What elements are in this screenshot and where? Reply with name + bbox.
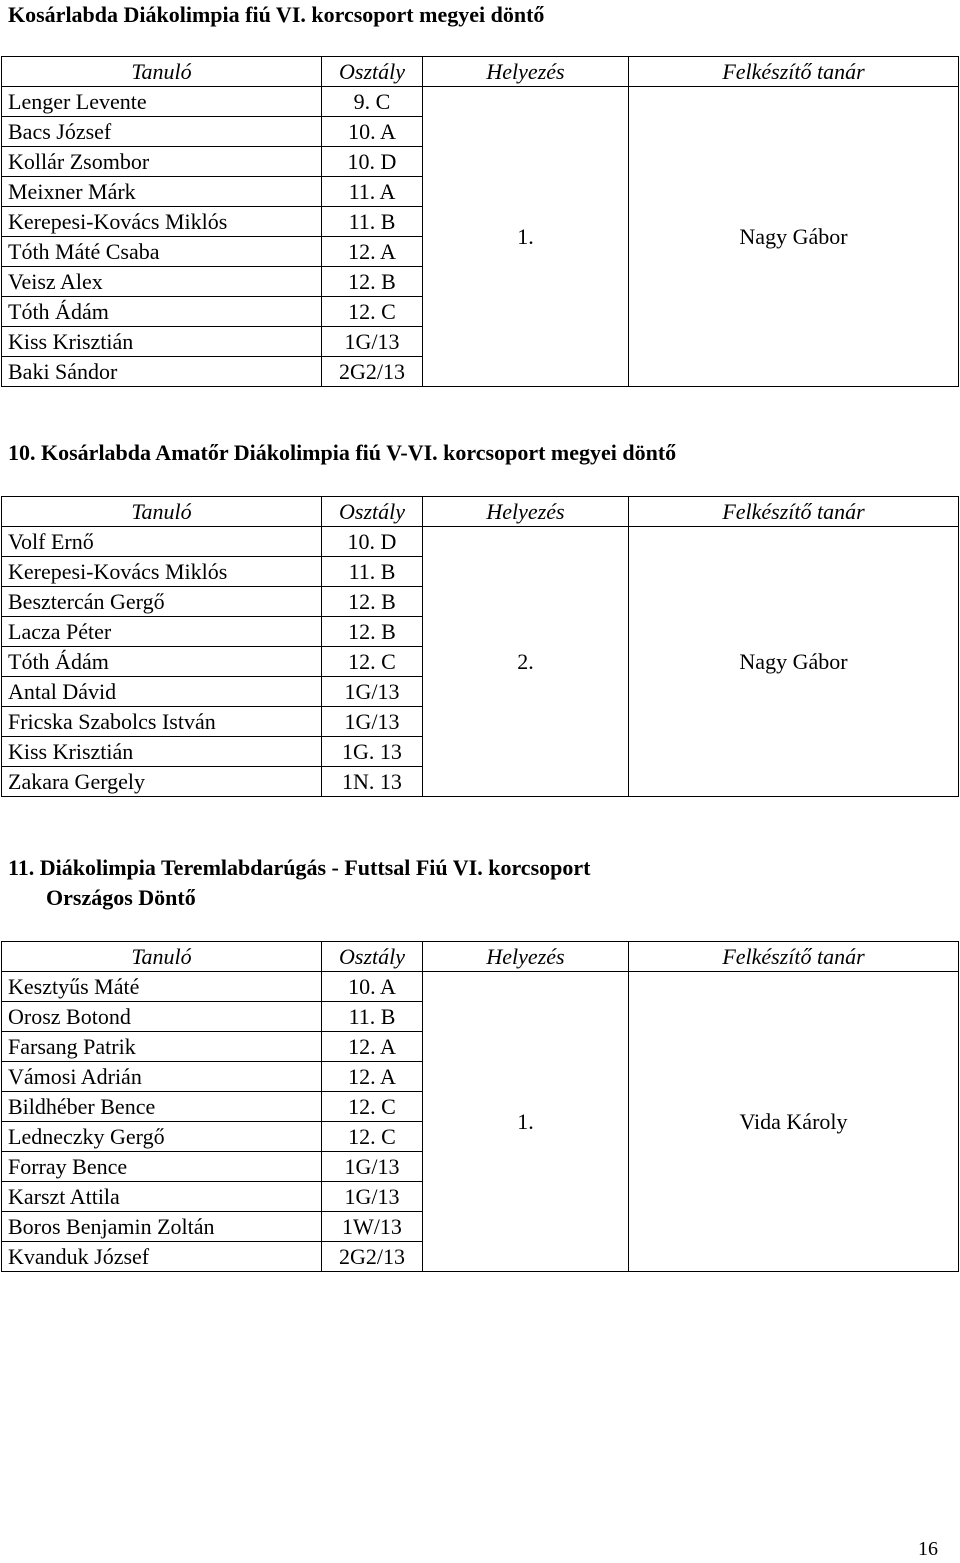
header-row <box>2 942 959 972</box>
student-class: 10. D <box>322 527 423 557</box>
header-teacher: Felkészítő tanár <box>629 942 959 972</box>
student-class: 1G/13 <box>322 1152 423 1182</box>
table-row <box>2 527 959 557</box>
student-class: 10. A <box>322 972 423 1002</box>
section-title-2: 10. Kosárlabda Amatőr Diákolimpia fiú V-VI. korcsoport megyei döntő <box>8 440 677 465</box>
student-class: 1G/13 <box>322 327 423 357</box>
student-class: 12. A <box>322 1062 423 1092</box>
student-name: Kesztyűs Máté <box>2 972 322 1002</box>
student-name: Tóth Máté Csaba <box>2 237 322 267</box>
student-name: Vámosi Adrián <box>2 1062 322 1092</box>
table-row <box>2 972 959 1002</box>
student-name: Tóth Ádám <box>2 647 322 677</box>
placement-cell: 1. <box>423 972 629 1272</box>
page-number: 16 <box>918 1538 938 1560</box>
student-name: Zakara Gergely <box>2 767 322 797</box>
student-class: 1N. 13 <box>322 767 423 797</box>
placement-cell: 1. <box>423 87 629 387</box>
section-title-1: Kosárlabda Diákolimpia fiú VI. korcsoport megyei döntő <box>8 2 545 27</box>
student-class: 1G/13 <box>322 707 423 737</box>
header-student: Tanuló <box>2 942 322 972</box>
student-class: 12. C <box>322 297 423 327</box>
student-class: 11. B <box>322 1002 423 1032</box>
student-class: 11. B <box>322 207 423 237</box>
student-class: 1W/13 <box>322 1212 423 1242</box>
student-name: Meixner Márk <box>2 177 322 207</box>
student-name: Bacs József <box>2 117 322 147</box>
student-name: Volf Ernő <box>2 527 322 557</box>
student-class: 1G/13 <box>322 1182 423 1212</box>
student-name: Lacza Péter <box>2 617 322 647</box>
student-name: Kiss Krisztián <box>2 327 322 357</box>
placement-cell: 2. <box>423 527 629 797</box>
header-class: Osztály <box>322 497 423 527</box>
student-name: Kerepesi-Kovács Miklós <box>2 207 322 237</box>
student-class: 2G2/13 <box>322 1242 423 1272</box>
student-class: 2G2/13 <box>322 357 423 387</box>
header-class: Osztály <box>322 57 423 87</box>
results-table-1 <box>1 56 959 387</box>
header-placement: Helyezés <box>423 942 629 972</box>
student-name: Orosz Botond <box>2 1002 322 1032</box>
student-class: 11. A <box>322 177 423 207</box>
student-name: Bildhéber Bence <box>2 1092 322 1122</box>
student-name: Kollár Zsombor <box>2 147 322 177</box>
student-class: 12. A <box>322 1032 423 1062</box>
student-class: 12. C <box>322 1122 423 1152</box>
student-name: Karszt Attila <box>2 1182 322 1212</box>
teacher-cell: Nagy Gábor <box>629 527 959 797</box>
header-teacher: Felkészítő tanár <box>629 57 959 87</box>
student-name: Kiss Krisztián <box>2 737 322 767</box>
student-name: Farsang Patrik <box>2 1032 322 1062</box>
results-table-2 <box>1 496 959 797</box>
student-class: 12. B <box>322 617 423 647</box>
table-row <box>2 87 959 117</box>
student-name: Tóth Ádám <box>2 297 322 327</box>
student-name: Kerepesi-Kovács Miklós <box>2 557 322 587</box>
student-name: Fricska Szabolcs István <box>2 707 322 737</box>
header-row <box>2 57 959 87</box>
student-name: Ledneczky Gergő <box>2 1122 322 1152</box>
header-teacher: Felkészítő tanár <box>629 497 959 527</box>
results-table-3 <box>1 941 959 1272</box>
header-row <box>2 497 959 527</box>
student-class: 12. B <box>322 267 423 297</box>
header-student: Tanuló <box>2 57 322 87</box>
student-name: Baki Sándor <box>2 357 322 387</box>
student-class: 1G. 13 <box>322 737 423 767</box>
student-name: Antal Dávid <box>2 677 322 707</box>
student-name: Veisz Alex <box>2 267 322 297</box>
student-class: 11. B <box>322 557 423 587</box>
student-name: Forray Bence <box>2 1152 322 1182</box>
student-class: 10. A <box>322 117 423 147</box>
section-title-3: 11. Diákolimpia Teremlabdarúgás - Futtsal Fiú VI. korcsoport Országos Döntő <box>8 855 591 910</box>
header-placement: Helyezés <box>423 497 629 527</box>
student-name: Boros Benjamin Zoltán <box>2 1212 322 1242</box>
student-name: Besztercán Gergő <box>2 587 322 617</box>
header-student: Tanuló <box>2 497 322 527</box>
student-class: 9. C <box>322 87 423 117</box>
student-class: 12. C <box>322 647 423 677</box>
teacher-cell: Nagy Gábor <box>629 87 959 387</box>
teacher-cell: Vida Károly <box>629 972 959 1272</box>
student-class: 10. D <box>322 147 423 177</box>
student-name: Kvanduk József <box>2 1242 322 1272</box>
header-placement: Helyezés <box>423 57 629 87</box>
student-class: 12. A <box>322 237 423 267</box>
student-name: Lenger Levente <box>2 87 322 117</box>
student-class: 12. B <box>322 587 423 617</box>
header-class: Osztály <box>322 942 423 972</box>
student-class: 1G/13 <box>322 677 423 707</box>
student-class: 12. C <box>322 1092 423 1122</box>
